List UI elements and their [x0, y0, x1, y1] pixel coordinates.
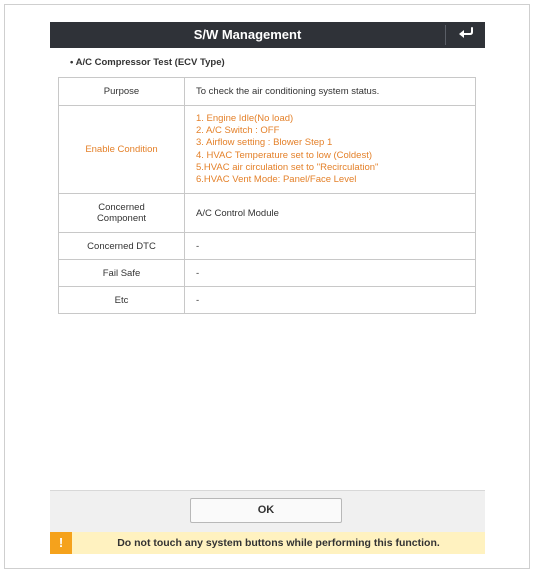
etc-label: Etc: [59, 287, 185, 314]
warning-icon: !: [50, 532, 72, 554]
enable-condition-item: 3. Airflow setting : Blower Step 1: [196, 137, 333, 149]
enable-condition-value: [185, 106, 476, 194]
enable-condition-item: 4. HVAC Temperature set to low (Coldest): [196, 149, 372, 161]
table-row-concerned-dtc: [59, 233, 476, 260]
enable-condition-item: 1. Engine Idle(No load): [196, 112, 294, 124]
ok-button[interactable]: OK: [190, 498, 342, 523]
table-row-fail-safe: [59, 260, 476, 287]
warning-text: Do not touch any system buttons while performing this function.: [117, 537, 440, 549]
concerned-component-label-line1: Concerned: [98, 202, 145, 213]
purpose-value: To check the air conditioning system status.: [185, 78, 476, 106]
fail-safe-label: Fail Safe: [59, 260, 185, 287]
page-title: S/W Management: [193, 27, 302, 42]
warning-bar: [50, 532, 485, 554]
enable-condition-item: 5.HVAC air circulation set to "Recirculation": [196, 161, 379, 173]
table-row-concerned-component: [59, 194, 476, 233]
table-row-enable-condition: [59, 106, 476, 194]
concerned-component-label: [59, 194, 185, 233]
concerned-component-label-line2: Component: [96, 213, 147, 224]
footer-bar: [50, 490, 485, 532]
enable-condition-item: 6.HVAC Vent Mode: Panel/Face Level: [196, 173, 357, 185]
table-row-purpose: [59, 78, 476, 106]
fail-safe-value: -: [185, 260, 476, 287]
concerned-dtc-label: Concerned DTC: [59, 233, 185, 260]
info-table: [58, 77, 476, 314]
enable-condition-label: Enable Condition: [59, 106, 185, 194]
concerned-component-value: A/C Control Module: [185, 194, 476, 233]
back-button[interactable]: [446, 22, 485, 48]
concerned-dtc-value: -: [185, 233, 476, 260]
section-title: • A/C Compressor Test (ECV Type): [70, 57, 225, 68]
header-bar: [50, 22, 485, 48]
purpose-label: Purpose: [59, 78, 185, 106]
enable-condition-item: 2. A/C Switch : OFF: [196, 125, 280, 137]
etc-value: -: [185, 287, 476, 314]
return-arrow-icon: [458, 26, 474, 44]
sw-management-screen: [50, 22, 485, 555]
table-row-etc: [59, 287, 476, 314]
